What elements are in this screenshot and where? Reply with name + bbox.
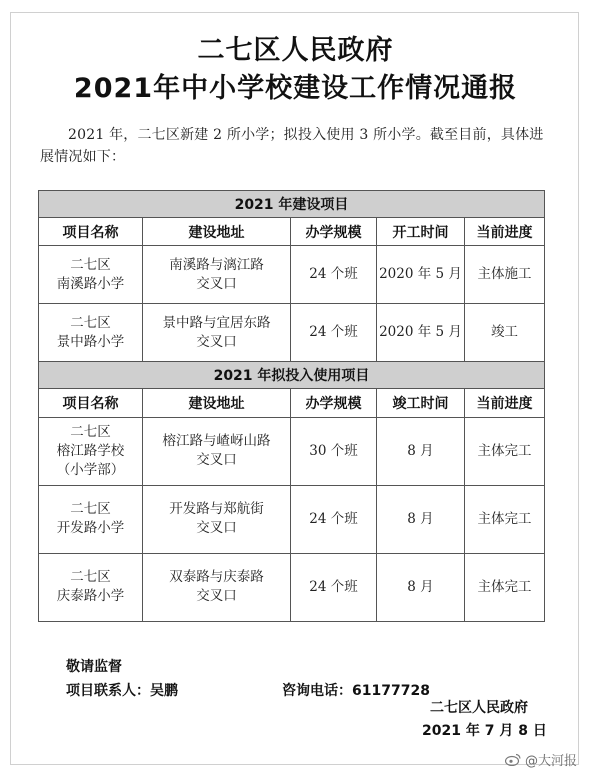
- inquiry-phone: 咨询电话：61177728: [282, 683, 430, 699]
- cell-scale: 24 个班: [291, 553, 377, 621]
- cell-name: 二七区 榕江路学校 （小学部）: [39, 417, 143, 485]
- cell-scale: 24 个班: [291, 304, 377, 362]
- supervise-note: 敬请监督: [66, 659, 122, 675]
- col-header-name: 项目名称: [39, 218, 143, 246]
- col-header-scale: 办学规模: [291, 218, 377, 246]
- cell-progress: 主体完工: [465, 417, 545, 485]
- project-contact: 项目联系人：吴鹏: [66, 683, 178, 699]
- section-header-construction: [39, 191, 545, 218]
- section-title: 2021 年建设项目: [39, 191, 545, 218]
- col-header-progress: 当前进度: [465, 218, 545, 246]
- column-headers: [39, 218, 545, 246]
- col-header-address: 建设地址: [143, 389, 291, 417]
- cell-name: 二七区 景中路小学: [39, 304, 143, 362]
- column-headers: [39, 389, 545, 417]
- cell-address: 榕江路与嵖岈山路 交叉口: [143, 417, 291, 485]
- col-header-progress: 当前进度: [465, 389, 545, 417]
- table-row: [39, 485, 545, 553]
- cell-time: 8 月: [377, 417, 465, 485]
- table-row: [39, 304, 545, 362]
- col-header-address: 建设地址: [143, 218, 291, 246]
- projects-table: [38, 190, 545, 622]
- col-header-start-time: 开工时间: [377, 218, 465, 246]
- cell-progress: 主体施工: [465, 246, 545, 304]
- cell-time: 2020 年 5 月: [377, 246, 465, 304]
- table-row: [39, 553, 545, 621]
- cell-name: 二七区 南溪路小学: [39, 246, 143, 304]
- cell-address: 南溪路与漓江路 交叉口: [143, 246, 291, 304]
- cell-scale: 24 个班: [291, 246, 377, 304]
- weibo-icon: [505, 753, 521, 766]
- section-title: 2021 年拟投入使用项目: [39, 362, 545, 389]
- watermark: [505, 750, 577, 769]
- cell-progress: 竣工: [465, 304, 545, 362]
- cell-address: 开发路与郑航街 交叉口: [143, 485, 291, 553]
- cell-address: 景中路与宜居东路 交叉口: [143, 304, 291, 362]
- cell-scale: 24 个班: [291, 485, 377, 553]
- cell-time: 8 月: [377, 553, 465, 621]
- signing-org: 二七区人民政府: [430, 700, 528, 716]
- cell-name: 二七区 开发路小学: [39, 485, 143, 553]
- cell-scale: 30 个班: [291, 417, 377, 485]
- col-header-finish-time: 竣工时间: [377, 389, 465, 417]
- cell-progress: 主体完工: [465, 485, 545, 553]
- intro-paragraph: 2021 年，二七区新建 2 所小学；拟投入使用 3 所小学。截至目前，具体进展情况如下：: [40, 127, 544, 165]
- cell-name: 二七区 庆泰路小学: [39, 553, 143, 621]
- signing-date: 2021 年 7 月 8 日: [422, 723, 547, 739]
- table-row: [39, 246, 545, 304]
- cell-time: 8 月: [377, 485, 465, 553]
- cell-address: 双泰路与庆泰路 交叉口: [143, 553, 291, 621]
- section-header-opening: [39, 362, 545, 389]
- col-header-scale: 办学规模: [291, 389, 377, 417]
- title-report: 2021年中小学校建设工作情况通报: [73, 73, 518, 104]
- watermark-text: @大河报: [525, 754, 578, 769]
- cell-progress: 主体完工: [465, 553, 545, 621]
- table-row: [39, 417, 545, 485]
- title-org: 二七区人民政府: [197, 35, 394, 66]
- col-header-name: 项目名称: [39, 389, 143, 417]
- cell-time: 2020 年 5 月: [377, 304, 465, 362]
